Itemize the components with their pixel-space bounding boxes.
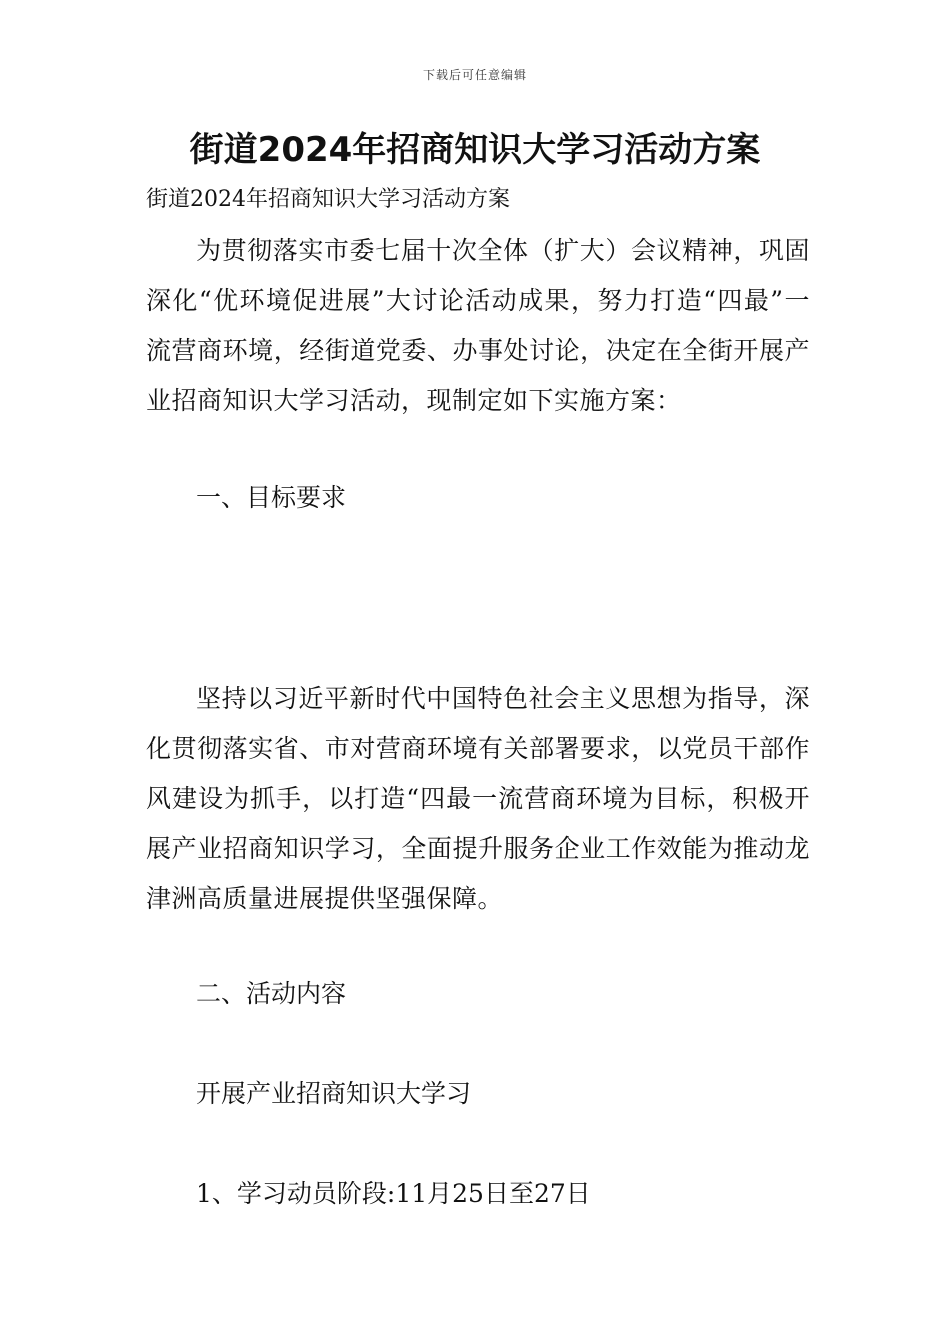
section-heading-activities: 二、活动内容 <box>196 979 347 1008</box>
goals-paragraph: 坚持以习近平新时代中国特色社会主义思想为指导，深化贯彻落实省、市对营商环境有关部署要求，以党员干部作风建设为抓手，以打造“四最一流营商环境为目标，积极开展产业招商知识学习，全面提升服务企业工作效能为推动龙津洲高质量进展提供坚强保障。 <box>146 684 810 913</box>
activity-subheading: 开展产业招商知识大学习 <box>196 1079 472 1108</box>
document-subtitle: 街道2024年招商知识大学习活动方案 <box>146 187 510 212</box>
intro-paragraph: 为贯彻落实市委七届十次全体（扩大）会议精神，巩固深化“优环境促进展”大讨论活动成果，努力打造“四最”一流营商环境，经街道党委、办事处讨论，决定在全街开展产业招商知识大学习活动，现制定如下实施方案： <box>146 236 810 415</box>
stage-one-item: 1、学习动员阶段:11月25日至27日 <box>196 1179 591 1208</box>
header-note: 下载后可任意编辑 <box>422 68 527 82</box>
section-heading-goals: 一、目标要求 <box>196 483 347 512</box>
document-title: 街道2024年招商知识大学习活动方案 <box>189 130 761 170</box>
